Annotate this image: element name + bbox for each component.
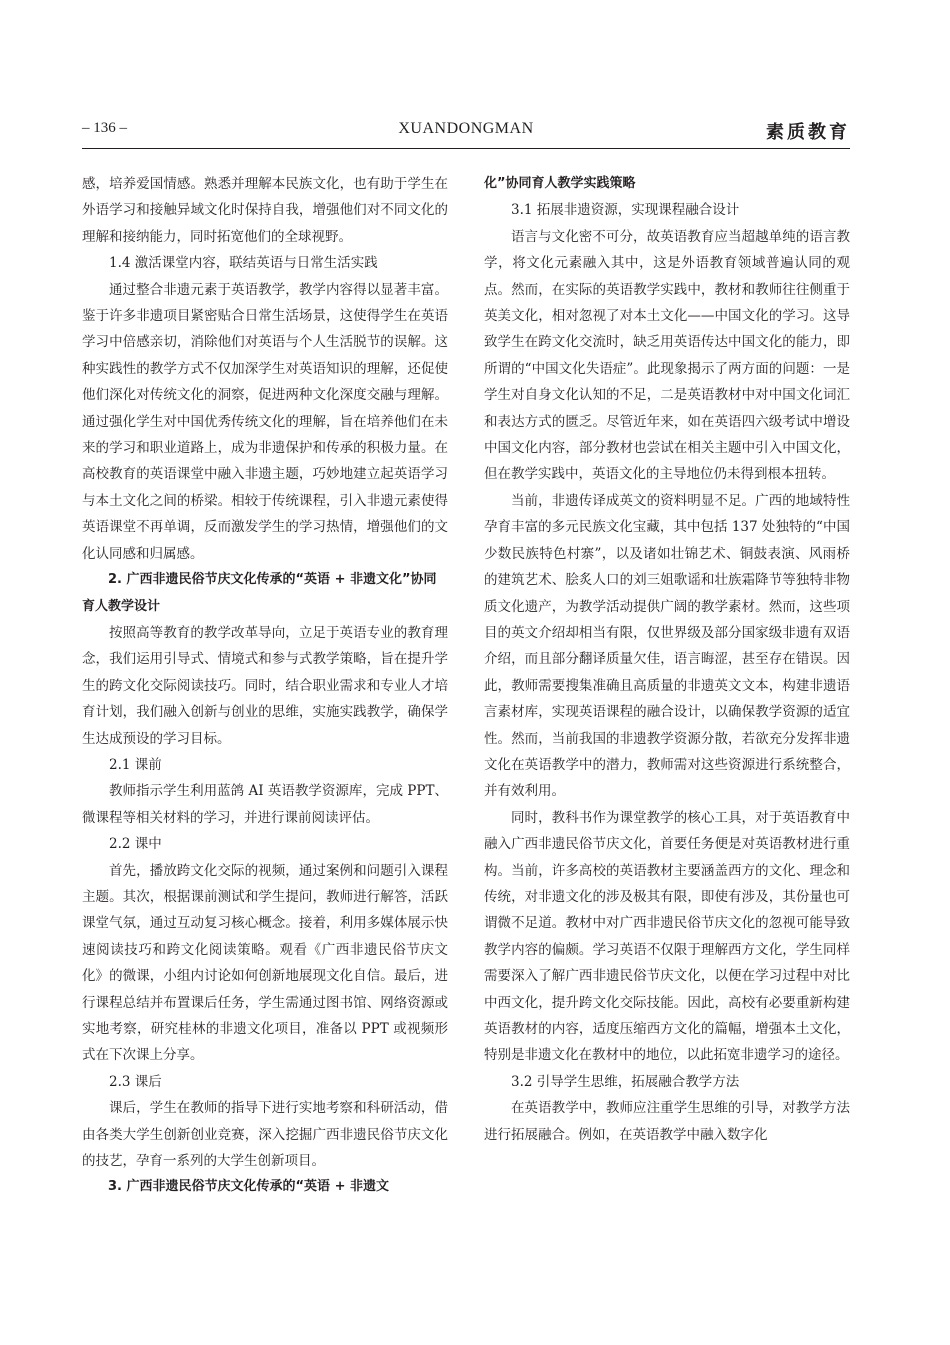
section-heading-continued: 化”协同育人教学实践策略 xyxy=(484,176,636,191)
paragraph: 首先，播放跨文化交际的视频，通过案例和问题引入课程主题。其次，根据课前测试和学生提问，教师进行解答，活跃课堂气氛，通过互动复习核心概念。接着，利用多媒体展示快速阅读技巧和跨文化阅读策略。观看《广西非遗民俗节庆文化》的微课，小组内讨论如何创新地展现文化自信。最后，进行课程总结并布置课后任务，学生需通过图书馆、网络资源或实地考察，研究桂林的非遗文化项目，准备以 PPT 或视频形式在下次课上分享。 xyxy=(82,862,448,1064)
paragraph: 同时，教科书作为课堂教学的核心工具，对于英语教育中融入广西非遗民俗节庆文化，首要任务便是对英语教材进行重构。当前，许多高校的英语教材主要涵盖西方的文化、理念和传统，对非遗文化的涉及极其有限，即使有涉及，其份量也可谓微不足道。教材中对广西非遗民俗节庆文化的忽视可能导致教学内容的偏颇。学习英语不仅限于理解西方文化，学生同样需要深入了解广西非遗民俗节庆文化，以便在学习过程中对比中西文化，提升跨文化交际技能。因此，高校有必要重新构建英语教材的内容，适度压缩西方文化的篇幅，增强本土文化，特别是非遗文化在教材中的地位，以此拓宽非遗学习的途径。 xyxy=(484,809,850,1064)
section-heading: 2. 广西非遗民俗节庆文化传承的“英语 + 非遗文化”协同育人教学设计 xyxy=(82,572,437,614)
paragraph: 通过整合非遗元素于英语教学，教学内容得以显著丰富。鉴于许多非遗项目紧密贴合日常生活场景，这使得学生在英语学习中倍感亲切，消除他们对英语与个人生活脱节的误解。这种实践性的教学方式不仅加深学生对英语知识的理解，还促使他们深化对传统文化的洞察，促进两种文化深度交融与理解。通过强化学生对中国优秀传统文化的理解，旨在培养他们在未来的学习和职业道路上，成为非遗保护和传承的积极力量。在高校教育的英语课堂中融入非遗主题，巧妙地建立起英语学习与本土文化之间的桥梁。相较于传统课程，引入非遗元素使得英语课堂不再单调，反而激发学生的学习热情，增强他们的文化认同感和归属感。 xyxy=(82,281,448,562)
paragraph: 在英语教学中，教师应注重学生思维的引导，对教学方法进行拓展融合。例如，在英语教学中融入数字化 xyxy=(484,1100,850,1143)
right-column xyxy=(484,171,850,1148)
subsection-heading: 1.4 激活课堂内容，联结英语与日常生活实践 xyxy=(109,255,378,272)
left-column xyxy=(82,171,448,1201)
paragraph: 教师指示学生利用蓝鸽 AI 英语教学资源库，完成 PPT、微课程等相关材料的学习，并进行课前阅读评估。 xyxy=(82,783,448,826)
subsection-heading: 3.2 引导学生思维，拓展融合教学方法 xyxy=(511,1073,740,1090)
subsection-heading: 2.2 课中 xyxy=(109,836,162,853)
paragraph: 当前，非遗传译成英文的资料明显不足。广西的地域特性孕育丰富的多元民族文化宝藏，其中包括 137 处独特的“中国少数民族特色村寨”，以及诸如壮锦艺术、铜鼓表演、风雨桥的建筑艺术、脍炙人口的刘三姐歌谣和壮族霜降节等独特非物质文化遗产，为教学活动提供广阔的教学素材。然而，这些项目的英文介绍却相当有限，仅世界级及部分国家级非遗有双语介绍，而且部分翻译质量欠佳，语言晦涩，甚至存在错误。因此，教师需要搜集准确且高质量的非遗英文文本，构建非遗语言素材库，实现英语课程的融合设计，以确保教学资源的适宜性。然而，当前我国的非遗教学资源分散，若欲充分发挥非遗文化在英语教学中的潜力，教师需对这些资源进行系统整合，并有效利用。 xyxy=(484,492,850,800)
paragraph: 课后，学生在教师的指导下进行实地考察和科研活动，借由各类大学生创新创业竞赛，深入挖掘广西非遗民俗节庆文化的技艺，孕育一系列的大学生创新项目。 xyxy=(82,1100,448,1170)
paragraph: 按照高等教育的教学改革导向，立足于英语专业的教育理念，我们运用引导式、情境式和参与式教学策略，旨在提升学生的跨文化交际阅读技巧。同时，结合职业需求和专业人才培育计划，我们融入创新与创业的思维，实施实践教学，确保学生达成预设的学习目标。 xyxy=(82,624,448,747)
section-heading: 3. 广西非遗民俗节庆文化传承的“英语 + 非遗文 xyxy=(108,1179,389,1195)
page-number: – 136 – xyxy=(82,120,127,136)
subsection-heading: 3.1 拓展非遗资源，实现课程融合设计 xyxy=(511,202,740,219)
running-header xyxy=(82,118,850,144)
subsection-heading: 2.3 课后 xyxy=(109,1073,162,1090)
header-rule xyxy=(82,148,850,149)
subsection-heading: 2.1 课前 xyxy=(109,756,162,773)
section-title: 素质教育 xyxy=(766,122,850,143)
paragraph: 语言与文化密不可分，故英语教育应当超越单纯的语言教学，将文化元素融入其中，这是外语教育领域普遍认同的观点。然而，在实际的英语教学实践中，教材和教师往往侧重于英美文化，相对忽视了对本土文化——中国文化的学习。这导致学生在跨文化交流时，缺乏用英语传达中国文化的能力，即所谓的“中国文化失语症”。此现象揭示了两方面的问题：一是学生对自身文化认知的不足，二是英语教材中对中国文化词汇和表达方式的匮乏。尽管近年来，如在英语四六级考试中增设中国文化内容，部分教材也尝试在相关主题中引入中国文化，但在教学实践中，英语文化的主导地位仍未得到根本扭转。 xyxy=(484,228,850,483)
journal-title: XUANDONGMAN xyxy=(398,120,534,137)
paragraph: 感，培养爱国情感。熟悉并理解本民族文化，也有助于学生在外语学习和接触异域文化时保持自我，增强他们对不同文化的理解和接纳能力，同时拓宽他们的全球视野。 xyxy=(82,176,448,245)
